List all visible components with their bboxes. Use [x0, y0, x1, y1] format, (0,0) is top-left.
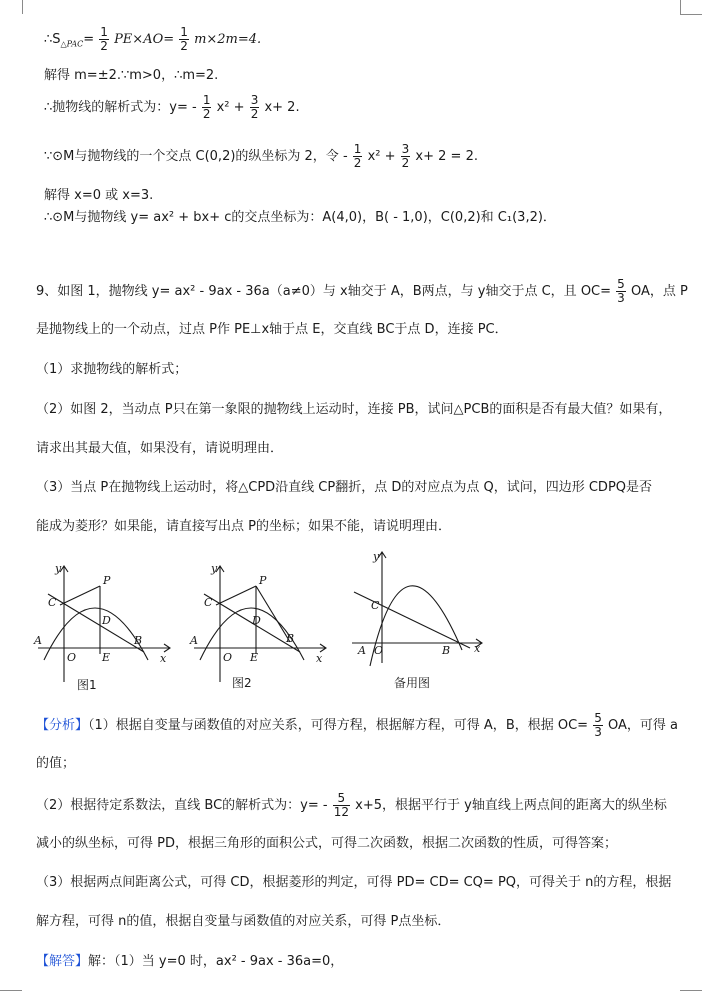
fig2-label-a: A — [190, 634, 198, 647]
fig1-label-a: A — [34, 634, 42, 647]
fig2-label-x: x — [316, 652, 323, 665]
fig2-label-o: O — [223, 651, 233, 664]
fig2-label-b: B — [286, 632, 295, 645]
fig1-label-d: D — [102, 614, 111, 627]
question-2-line-1: （2）如图 2，当动点 P只在第一象限的抛物线上运动时，连接 PB，试问△PCB的面积是否有最大值？如果有， — [36, 402, 672, 417]
fig1-label-b: B — [134, 634, 143, 647]
figure-1-caption: 图1 — [77, 678, 97, 692]
figure-3 — [346, 548, 496, 680]
analysis-line-6: 解方程，可得 n的值，根据自变量与函数值的对应关系，可得 P点坐标． — [36, 914, 451, 929]
analysis-tag: 【分析】 — [36, 718, 89, 733]
corner-mark-bottom-left — [0, 990, 22, 991]
fig3-label-o: O — [374, 644, 384, 657]
answer-tag: 【解答】 — [36, 954, 89, 969]
analysis-line-2: 的值； — [36, 756, 76, 771]
figure-2 — [186, 560, 336, 692]
fig1-label-c: C — [48, 596, 57, 609]
figure-1 — [30, 560, 180, 692]
prev-line-conclusion: ∴⊙M与抛物线 y= ax² + bx+ c的交点坐标为：A(4,0)，B( - 1,0)，C(0,2)和 C₁(3,2)． — [44, 210, 556, 225]
prev-line-intersection: ∵⊙M与抛物线的一个交点 C(0,2)的纵坐标为 2，令 - $\frac{1}{2}$ x² + $\frac{3}{2}$ x+ 2 = 2. — [44, 142, 478, 170]
fig2-label-c: C — [204, 596, 213, 609]
problem-stem-line-2: 是抛物线上的一个动点，过点 P作 PE⊥x轴于点 E，交直线 BC于点 D，连接 PC． — [36, 322, 508, 337]
prev-line-parabola: ∴抛物线的解析式为：y= - $\frac{1}{2}$ x² + $\frac{3}{2}$ x+ 2. — [44, 93, 300, 121]
fig2-label-d: D — [252, 614, 261, 627]
fig2-label-y: y — [211, 562, 218, 575]
fig1-label-e: E — [102, 651, 111, 664]
question-1: （1）求抛物线的解析式； — [36, 362, 188, 377]
answer-line-1: 【解答】解：（1）当 y=0 时，ax² - 9ax - 36a=0， — [36, 954, 344, 969]
analysis-line-5: （3）根据两点间距离公式，可得 CD，根据菱形的判定，可得 PD= CD= CQ= PQ，可得关于 n的方程，根据 — [36, 875, 672, 890]
corner-mark-top-right-h — [680, 14, 702, 15]
fig3-label-c: C — [371, 599, 380, 612]
analysis-line-1: 【分析】（1）根据自变量与函数值的对应关系，可得方程，根据解方程，可得 A，B，根据 OC= $\frac{5}{3}$ OA，可得 a — [36, 711, 678, 739]
corner-mark-top-left — [22, 0, 23, 14]
fig3-label-b: B — [442, 644, 451, 657]
fig1-label-x: x — [160, 652, 167, 665]
corner-mark-bottom-right — [680, 990, 702, 991]
prev-line-solve-x: 解得 x=0 或 x=3. — [44, 188, 154, 203]
problem-stem-line-1: 9、如图 1，抛物线 y= ax² - 9ax - 36a（a≠0）与 x轴交于 A，B两点，与 y轴交于点 C，且 OC= $\frac{5}{3}$ OA，点 P — [36, 277, 688, 305]
prev-line-area: $\therefore S_{\triangle PAC}=$ $\frac{1}{2}$ PE×AO= $\frac{1}{2}$ m×2m=4. — [44, 25, 262, 53]
question-3-line-2: 能成为菱形？如果能，请直接写出点 P的坐标；如果不能，请说明理由． — [36, 519, 451, 534]
fig1-label-p: P — [103, 574, 111, 587]
corner-mark-top-right — [680, 0, 681, 14]
fig1-label-o: O — [67, 651, 77, 664]
question-3-line-1: （3）当点 P在抛物线上运动时，将△CPD沿直线 CP翻折，点 D的对应点为点 Q，试问，四边形 CDPQ是否 — [36, 480, 653, 495]
fig3-label-x: x — [474, 642, 481, 655]
question-2-line-2: 请求出其最大值，如果没有，请说明理由． — [36, 441, 284, 456]
prev-line-solve-m: 解得 m=±2.∵m>0，∴m=2. — [44, 68, 219, 83]
fig2-label-p: P — [259, 574, 267, 587]
fig1-label-y: y — [55, 562, 62, 575]
analysis-line-4: 减小的纵坐标，可得 PD，根据三角形的面积公式，可得二次函数，根据二次函数的性质，可得答案； — [36, 836, 617, 851]
fig2-label-e: E — [250, 651, 259, 664]
figure-2-caption: 图2 — [232, 676, 252, 690]
fig3-label-a: A — [358, 644, 366, 657]
analysis-line-3: （2）根据待定系数法，直线 BC的解析式为：y= - $\frac{5}{12}$ x+5，根据平行于 y轴直线上两点间的距离大的纵坐标 — [36, 791, 667, 819]
figure-3-caption: 备用图 — [394, 676, 431, 690]
fig3-label-y: y — [373, 550, 380, 563]
